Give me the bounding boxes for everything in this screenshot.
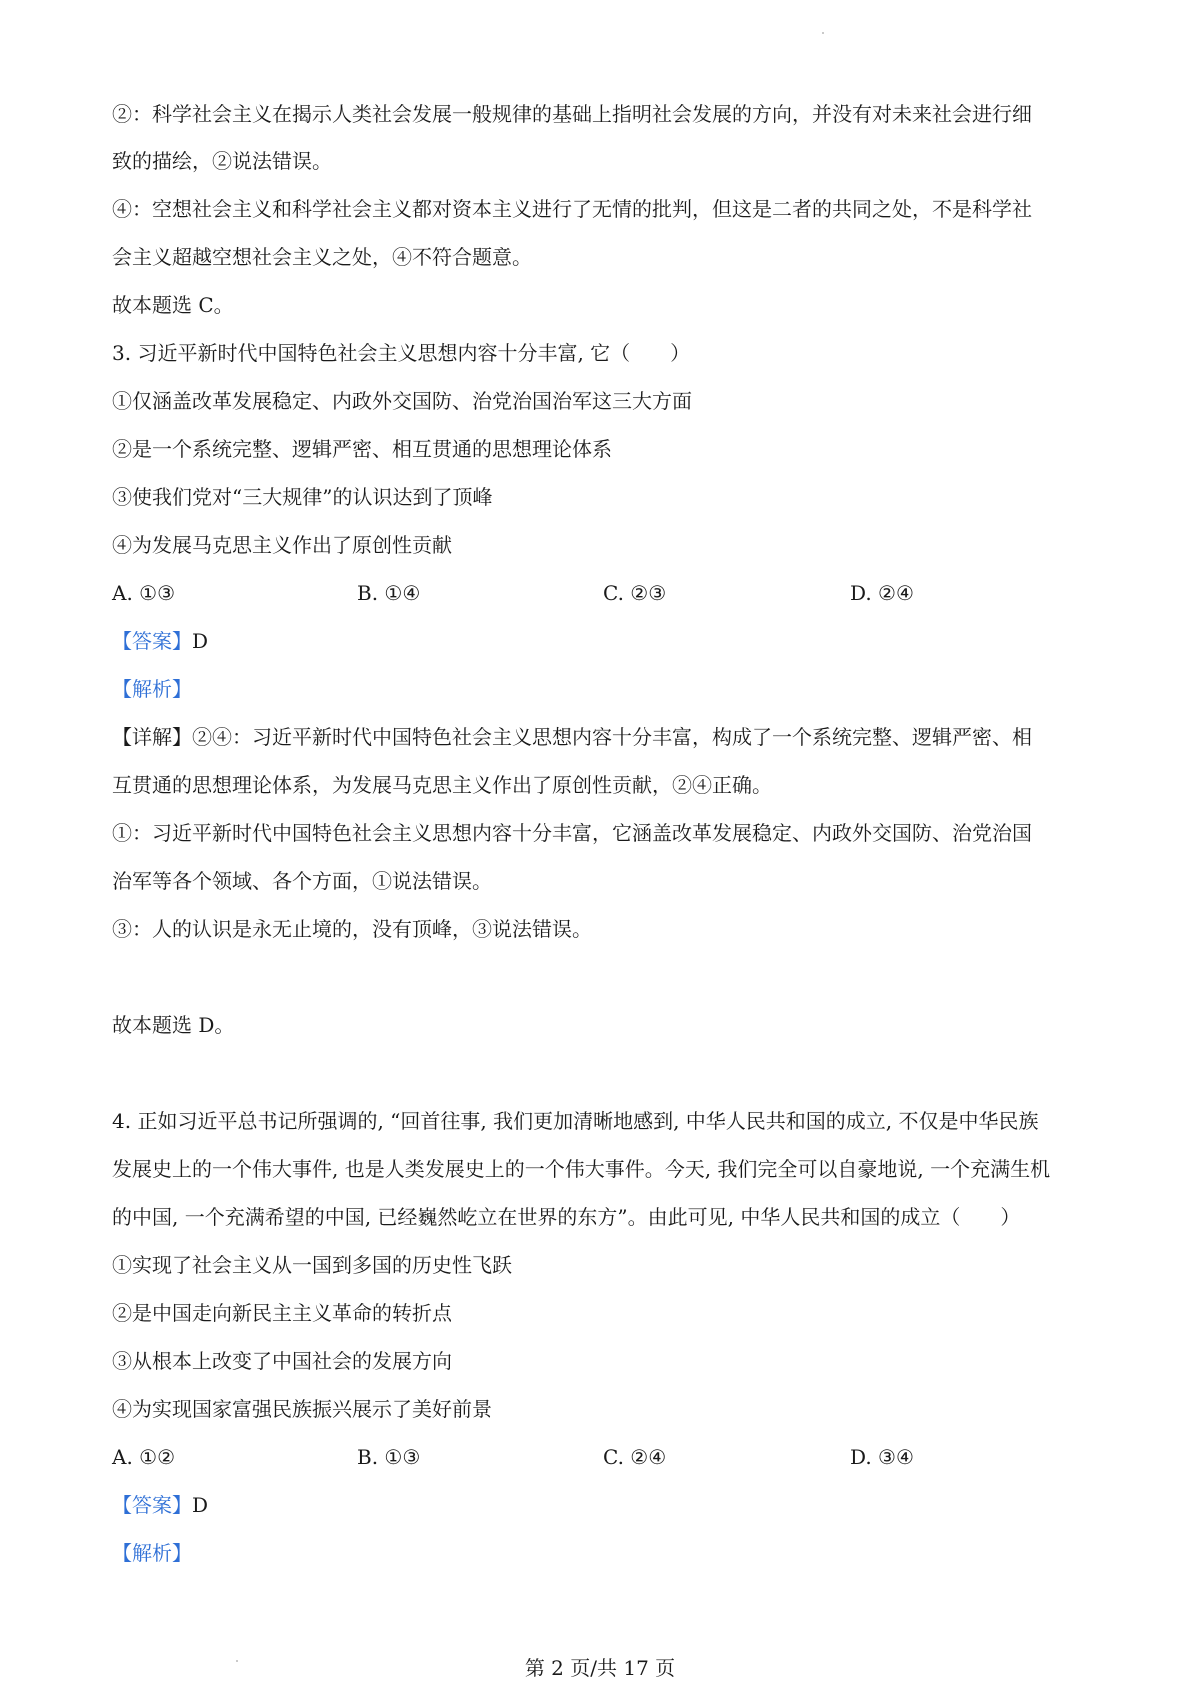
question-4-statement: ③从根本上改变了中国社会的发展方向 (112, 1349, 452, 1373)
para-line: ④：空想社会主义和科学社会主义都对资本主义进行了无情的批判，但这是二者的共同之处，不是科学社 (112, 197, 1032, 221)
answer-value: D (192, 1493, 209, 1517)
scan-speck (822, 32, 824, 34)
page-footer: 第 2 页/共 17 页 (524, 1656, 676, 1680)
question-4-option-d: D. ③④ (850, 1445, 914, 1469)
question-3-option-c: C. ②③ (603, 581, 667, 605)
analysis-label: 【解析】 (112, 677, 192, 701)
question-4-stem: 的中国, 一个充满希望的中国, 已经巍然屹立在世界的东方”。由此可见, 中华人民共和国的成立（ ） (112, 1205, 1021, 1229)
question-4-option-a: A. ①② (112, 1445, 176, 1469)
question-3-detail-line: 互贯通的思想理论体系，为发展马克思主义作出了原创性贡献，②④正确。 (112, 773, 772, 797)
question-3-detail-line: ①：习近平新时代中国特色社会主义思想内容十分丰富，它涵盖改革发展稳定、内政外交国防、治党治国 (112, 821, 1032, 845)
para-line: ②：科学社会主义在揭示人类社会发展一般规律的基础上指明社会发展的方向，并没有对未来社会进行细 (112, 102, 1032, 126)
question-3-option-d: D. ②④ (850, 581, 914, 605)
question-3-statement: ②是一个系统完整、逻辑严密、相互贯通的思想理论体系 (112, 437, 612, 461)
detail-text: ②④：习近平新时代中国特色社会主义思想内容十分丰富，构成了一个系统完整、逻辑严密、相 (192, 725, 1032, 749)
answer-label: 【答案】 (112, 629, 192, 653)
answer-value: D (192, 629, 209, 653)
question-3-stem: 3. 习近平新时代中国特色社会主义思想内容十分丰富, 它（ ） (112, 341, 691, 365)
question-4-stem: 发展史上的一个伟大事件, 也是人类发展史上的一个伟大事件。今天, 我们完全可以自豪地说, 一个充满生机 (112, 1157, 1051, 1181)
question-4-option-c: C. ②④ (603, 1445, 667, 1469)
question-3-option-b: B. ①④ (357, 581, 421, 605)
question-3-detail (112, 723, 1102, 751)
question-3-analysis-heading (112, 675, 1102, 703)
question-3-statement: ④为发展马克思主义作出了原创性贡献 (112, 533, 452, 557)
question-3-conclusion: 故本题选 D。 (112, 1013, 235, 1037)
question-3-statement: ③使我们党对“三大规律”的认识达到了顶峰 (112, 485, 493, 509)
question-4-statement: ②是中国走向新民主主义革命的转折点 (112, 1301, 452, 1325)
detail-label: 【详解】 (112, 725, 192, 749)
answer-label: 【答案】 (112, 1493, 192, 1517)
question-3-statement: ①仅涵盖改革发展稳定、内政外交国防、治党治国治军这三大方面 (112, 389, 692, 413)
question-3-detail-line: ③：人的认识是永无止境的，没有顶峰，③说法错误。 (112, 917, 592, 941)
question-3-option-a: A. ①③ (112, 581, 176, 605)
question-4-analysis-heading (112, 1539, 1102, 1567)
para-line: 故本题选 C。 (112, 293, 234, 317)
para-line: 致的描绘，②说法错误。 (112, 149, 332, 173)
question-4-option-b: B. ①③ (357, 1445, 421, 1469)
question-4-statement: ①实现了社会主义从一国到多国的历史性飞跃 (112, 1253, 512, 1277)
para-line: 会主义超越空想社会主义之处，④不符合题意。 (112, 245, 532, 269)
question-4-answer (112, 1491, 1102, 1519)
question-3-answer (112, 627, 1102, 655)
question-4-statement: ④为实现国家富强民族振兴展示了美好前景 (112, 1397, 492, 1421)
analysis-label: 【解析】 (112, 1541, 192, 1565)
question-4-stem: 4. 正如习近平总书记所强调的, “回首往事, 我们更加清晰地感到, 中华人民共和国的成立, 不仅是中华民族 (112, 1109, 1039, 1133)
question-3-detail-line: 治军等各个领域、各个方面，①说法错误。 (112, 869, 492, 893)
